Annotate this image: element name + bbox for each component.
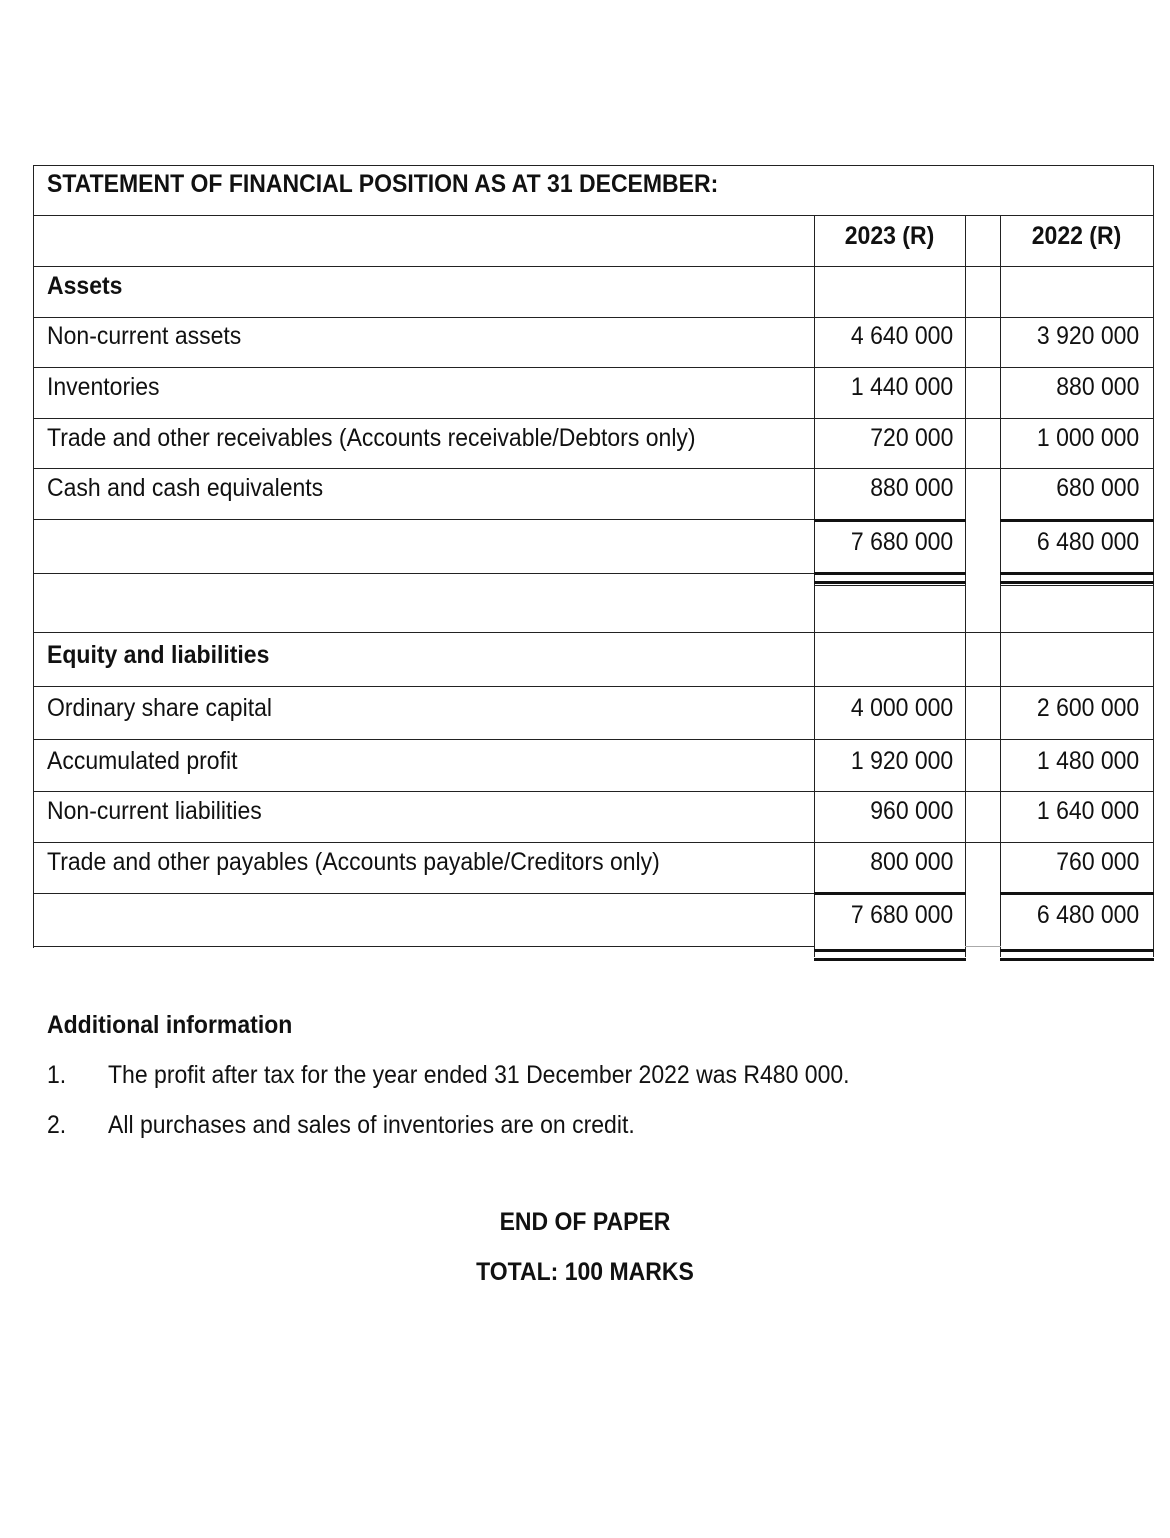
total-marks: TOTAL: 100 MARKS [476, 1258, 694, 1286]
column-header-2023: 2023 (R) [844, 222, 935, 250]
double-underline-2023 [814, 572, 966, 584]
asset-value-2023: 1 440 000 [850, 373, 953, 401]
double-underline-2023 [814, 949, 966, 961]
row-divider [33, 632, 1154, 633]
equity-value-2022: 1 480 000 [1036, 747, 1139, 775]
info-item-text: The profit after tax for the year ended 31 December 2022 was R480 000. [108, 1061, 850, 1089]
assets-total-2023: 7 680 000 [850, 528, 953, 556]
equity-value-2023: 4 000 000 [850, 694, 953, 722]
equity-value-2022: 1 640 000 [1036, 797, 1139, 825]
asset-label: Non-current assets [47, 322, 242, 350]
total-rule-2023 [814, 892, 966, 895]
asset-value-2022: 680 000 [1055, 474, 1139, 502]
equity-value-2023: 960 000 [869, 797, 953, 825]
table-top-border [33, 165, 1154, 166]
asset-value-2022: 3 920 000 [1036, 322, 1139, 350]
info-item-text: All purchases and sales of inventories are on credit. [108, 1111, 635, 1139]
table-bottom-border [33, 946, 815, 947]
additional-heading: Additional information [47, 1011, 293, 1039]
gap-bottom-line [965, 946, 1001, 947]
equity-value-2023: 1 920 000 [850, 747, 953, 775]
asset-value-2023: 4 640 000 [850, 322, 953, 350]
column-header-2022: 2022 (R) [1031, 222, 1122, 250]
info-item-number: 1. [47, 1061, 67, 1089]
equity-total-2023: 7 680 000 [850, 901, 953, 929]
equity-value-2022: 760 000 [1055, 848, 1139, 876]
col-2023-right [965, 215, 966, 957]
asset-label: Inventories [47, 373, 160, 401]
asset-value-2023: 880 000 [869, 474, 953, 502]
equity-value-2023: 800 000 [869, 848, 953, 876]
row-divider [33, 468, 1154, 469]
total-rule-2022 [1000, 519, 1154, 522]
equity-label: Accumulated profit [47, 747, 238, 775]
asset-value-2022: 1 000 000 [1036, 424, 1139, 452]
header-row-bottom [33, 266, 1154, 267]
double-underline-2022 [1000, 572, 1154, 584]
asset-value-2023: 720 000 [869, 424, 953, 452]
assets-heading: Assets [47, 272, 123, 300]
equity-label: Non-current liabilities [47, 797, 262, 825]
blank-row-top-2022 [1000, 585, 1154, 586]
col-2022-right [1153, 215, 1154, 957]
assets-heading-bottom [33, 317, 1154, 318]
row-divider [33, 519, 815, 520]
row-divider [33, 367, 1154, 368]
title-row-bottom [33, 215, 1154, 216]
row-divider [33, 791, 1154, 792]
asset-value-2022: 880 000 [1055, 373, 1139, 401]
col-2023-left [814, 215, 815, 957]
end-of-paper: END OF PAPER [499, 1208, 671, 1236]
double-underline-2022 [1000, 949, 1154, 961]
asset-label: Trade and other receivables (Accounts receivable/Debtors only) [47, 424, 696, 452]
row-divider [33, 418, 1154, 419]
row-divider [33, 842, 1154, 843]
info-item-number: 2. [47, 1111, 67, 1139]
assets-total-2022: 6 480 000 [1036, 528, 1139, 556]
row-divider [33, 893, 815, 894]
total-rule-2022 [1000, 892, 1154, 895]
blank-row-top-2023 [814, 585, 966, 586]
equity-total-2022: 6 480 000 [1036, 901, 1139, 929]
asset-label: Cash and cash equivalents [47, 474, 324, 502]
equity-label: Ordinary share capital [47, 694, 272, 722]
equity-label: Trade and other payables (Accounts payable/Creditors only) [47, 848, 660, 876]
total-rule-2023 [814, 519, 966, 522]
col-2022-left [1000, 215, 1001, 957]
statement-title: STATEMENT OF FINANCIAL POSITION AS AT 31 DECEMBER: [47, 170, 719, 198]
equity-value-2022: 2 600 000 [1036, 694, 1139, 722]
row-divider [33, 739, 1154, 740]
row-divider [33, 573, 815, 574]
equity-heading-bottom [33, 686, 1154, 687]
table-left-border [33, 165, 34, 948]
equity-heading: Equity and liabilities [47, 641, 270, 669]
